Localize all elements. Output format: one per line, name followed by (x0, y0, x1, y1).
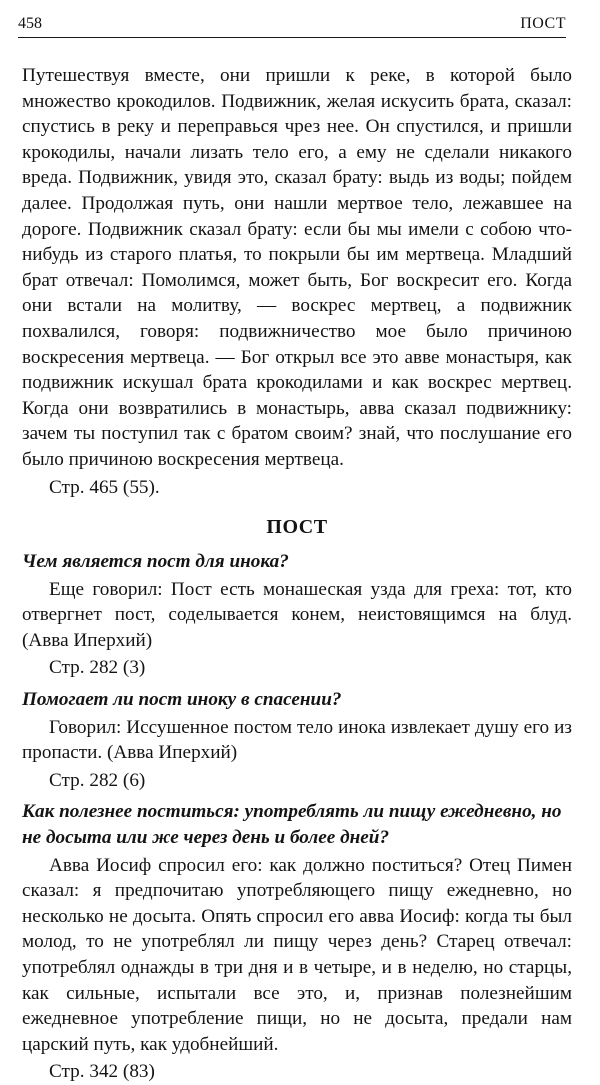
running-head (18, 14, 566, 34)
intro-source: Стр. 465 (55). (49, 476, 160, 498)
intro-paragraph: Путешествуя вместе, они пришли к реке, в которой было множество крокодилов. Подвижник, желая искусить брата, сказал: спустись в реку и переправься чрез нее. Он спустился, и пришли крокодилы, начали лизать тело его, а ему не сделали никакого вреда. Подвижник, увидя это, сказал брату: выдь из воды; пойдем далее. Продолжая путь, они нашли мертвое тело, лежавшее на дороге. Подвижник сказал брату: если бы мы имели с собою что-нибудь из старого платья, то покрыли бы им мертвеца. Младший брат отвечал: Помолимся, может быть, Бог воскресит его. Когда они встали на молитву, — воскрес мертвец, а подвижник похвалился, говоря: подвижничество мое было причиною воскресения мертвеца. — Бог открыл все это авве монастыря, как подвижник искушал брата крокодилами и как воскрес мертвец. Когда они возвратились в монастырь, авва сказал подвижнику: зачем ты поступил так с братом своим? знай, что послушание его было причиною воскресения мертвеца. (22, 65, 572, 470)
qa-entry (22, 687, 572, 793)
answer-1: Еще говорил: Пост есть монашеская узда для греха: тот, кто отвергнет пост, соделывается конем, неистовящимся на блуд. (Авва Иперхий) (22, 578, 572, 651)
question-1: Чем является пост для инока? (22, 551, 289, 573)
source-3: Стр. 342 (83) (49, 1061, 155, 1083)
section-title: ПОСТ (266, 516, 328, 539)
qa-entry (22, 799, 572, 1085)
answer-2: Говорил: Иссушенное постом тело инока извлекает душу его из пропасти. (Авва Иперхий) (22, 716, 572, 764)
qa-entry (22, 549, 572, 681)
question-3: Как полезнее поститься: употреблять ли пищу ежедневно, но не досыта или же через день и более дней? (22, 801, 562, 849)
page-content (22, 63, 572, 1085)
question-2: Помогает ли пост иноку в спасении? (22, 689, 342, 711)
answer-3: Авва Иосиф спросил его: как должно поститься? Отец Пимен сказал: я предпочитаю употребляющего пищу ежедневно, но несколько не досыта. Опять спросил его авва Иосиф: когда ты был молод, то не употреблял ли пищу через день? Старец отвечал: употреблял однажды в три дня и в четыре, и в неделю, но старцы, как сильные, испытали все это, и, признав полезнейшим ежедневное употребление пищи, но не досыта, предали нам царский путь, как удобнейший. (22, 854, 572, 1055)
page-number: 458 (18, 15, 42, 32)
header-rule (18, 37, 566, 38)
source-1: Стр. 282 (3) (49, 657, 146, 679)
source-2: Стр. 282 (6) (49, 769, 146, 791)
running-title: ПОСТ (520, 15, 566, 32)
